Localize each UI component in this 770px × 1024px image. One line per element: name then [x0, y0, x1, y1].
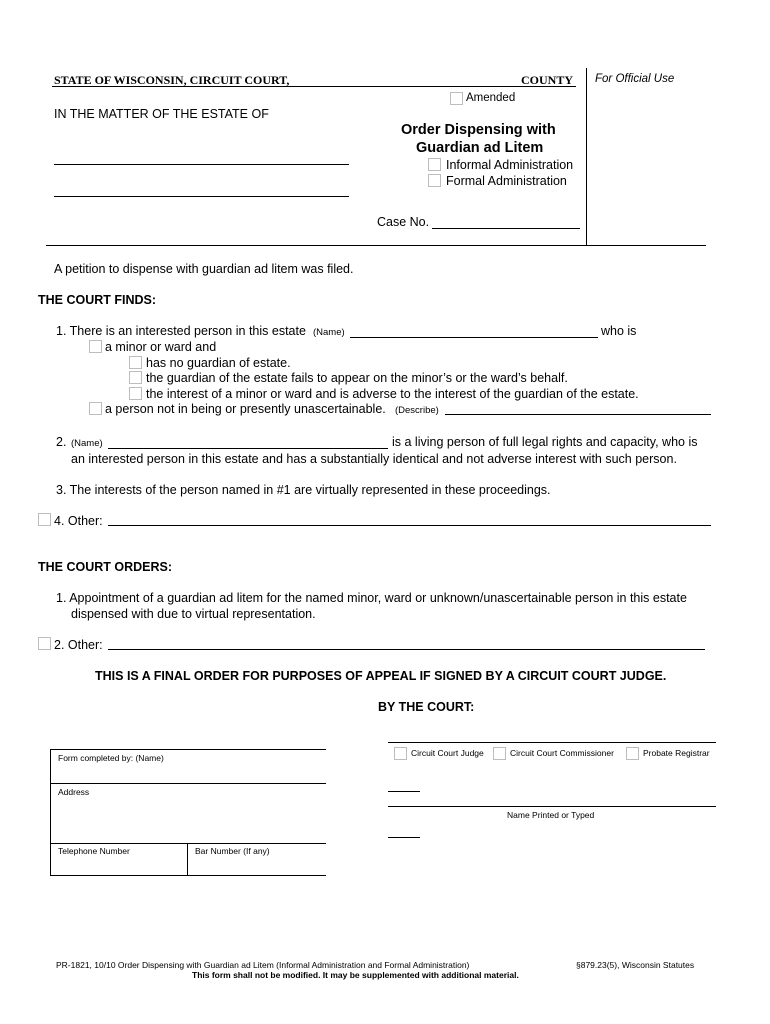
minor-ward-label: a minor or ward and	[105, 340, 217, 354]
finding-2-number: 2.	[56, 435, 67, 449]
minor-ward-checkbox[interactable]	[89, 340, 102, 353]
phone-bar-divider	[187, 843, 188, 876]
court-underline	[52, 86, 576, 87]
case-number-label: Case No.	[377, 215, 430, 229]
court-finds-heading: THE COURT FINDS:	[38, 293, 157, 307]
bar-number-label: Bar Number (If any)	[195, 846, 270, 856]
finding-3-text: 3. The interests of the person named in #1 are virtually represented in these proceedings.	[56, 483, 551, 497]
form-title-line2: Guardian ad Litem	[416, 140, 544, 156]
fails-appear-checkbox[interactable]	[129, 371, 142, 384]
judge-checkbox[interactable]	[394, 747, 407, 760]
finding-2-name-label: (Name)	[71, 438, 103, 449]
estate-name-line-1[interactable]	[54, 164, 349, 165]
judge-label: Circuit Court Judge	[411, 748, 484, 758]
official-use-label: For Official Use	[595, 73, 675, 85]
no-guardian-checkbox[interactable]	[129, 356, 142, 369]
footer-statute: §879.23(5), Wisconsin Statutes	[576, 960, 695, 970]
petition-text: A petition to dispense with guardian ad litem was filed.	[54, 262, 354, 276]
commissioner-checkbox[interactable]	[493, 747, 506, 760]
court-orders-heading: THE COURT ORDERS:	[38, 560, 173, 574]
amended-checkbox[interactable]	[450, 92, 463, 105]
not-in-being-checkbox[interactable]	[89, 402, 102, 415]
footer-form-id: PR-1821, 10/10 Order Dispensing with Guardian ad Litem (Informal Administration and Formal Administration)	[56, 960, 470, 970]
completed-by-box	[50, 749, 326, 876]
finding-1-text: 1. There is an interested person in this estate	[56, 324, 306, 338]
no-guardian-label: has no guardian of estate.	[146, 356, 291, 370]
matter-label: IN THE MATTER OF THE ESTATE OF	[54, 107, 269, 121]
short-line-2	[388, 837, 420, 838]
signature-line[interactable]	[388, 742, 716, 743]
registrar-label: Probate Registrar	[643, 748, 710, 758]
estate-name-line-2[interactable]	[54, 196, 349, 197]
county-label: COUNTY	[521, 73, 574, 87]
informal-admin-label: Informal Administration	[446, 158, 574, 172]
finding-2-name-field[interactable]	[108, 448, 388, 449]
case-number-field[interactable]	[432, 228, 580, 229]
describe-label: (Describe)	[395, 405, 439, 416]
informal-admin-checkbox[interactable]	[428, 158, 441, 171]
order-1-text-2: dispensed with due to virtual representation.	[71, 607, 316, 621]
commissioner-label: Circuit Court Commissioner	[510, 748, 614, 758]
formal-admin-label: Formal Administration	[446, 174, 567, 188]
name-printed-line[interactable]	[388, 806, 716, 807]
order-2-checkbox[interactable]	[38, 637, 51, 650]
describe-field[interactable]	[445, 414, 711, 415]
amended-label: Amended	[466, 92, 516, 104]
telephone-label: Telephone Number	[58, 846, 130, 856]
form-title-line1: Order Dispensing with	[401, 122, 556, 138]
registrar-checkbox[interactable]	[626, 747, 639, 760]
final-order-notice: THIS IS A FINAL ORDER FOR PURPOSES OF APPEAL IF SIGNED BY A CIRCUIT COURT JUDGE.	[95, 669, 667, 683]
finding-2-text-2: an interested person in this estate and has a substantially identical and not adverse interest with such person.	[71, 452, 677, 466]
address-divider	[50, 843, 326, 844]
order-2-label: 2. Other:	[54, 638, 103, 652]
finding-4-label: 4. Other:	[54, 514, 103, 528]
formal-admin-checkbox[interactable]	[428, 174, 441, 187]
interest-adverse-label: the interest of a minor or ward and is adverse to the interest of the guardian of the estate.	[146, 387, 639, 401]
fails-appear-label: the guardian of the estate fails to appear on the minor’s or the ward’s behalf.	[146, 371, 568, 385]
short-line-1	[388, 791, 420, 792]
order-2-other-field[interactable]	[108, 649, 705, 650]
order-1-text-1: 1. Appointment of a guardian ad litem for the named minor, ward or unknown/unascertainable person in this estate	[56, 591, 687, 605]
by-the-court-label: BY THE COURT:	[378, 700, 475, 714]
footer-notice: This form shall not be modified. It may be supplemented with additional material.	[192, 970, 519, 980]
finding-1-name-field[interactable]	[350, 337, 598, 338]
name-printed-label: Name Printed or Typed	[507, 810, 595, 820]
interest-adverse-checkbox[interactable]	[129, 387, 142, 400]
finding-4-other-field[interactable]	[108, 525, 711, 526]
address-label: Address	[58, 787, 90, 797]
header-bottom-rule	[46, 245, 706, 246]
official-use-divider	[586, 68, 587, 246]
not-in-being-label: a person not in being or presently unascertainable.	[105, 402, 386, 416]
finding-1-who-is: who is	[601, 324, 637, 338]
finding-4-checkbox[interactable]	[38, 513, 51, 526]
finding-2-text-1: is a living person of full legal rights and capacity, who is	[392, 435, 698, 449]
state-court-label: STATE OF WISCONSIN, CIRCUIT COURT,	[54, 73, 290, 87]
finding-1-name-label: (Name)	[313, 327, 345, 338]
completed-by-label: Form completed by: (Name)	[58, 753, 164, 763]
completed-by-divider	[50, 783, 326, 784]
